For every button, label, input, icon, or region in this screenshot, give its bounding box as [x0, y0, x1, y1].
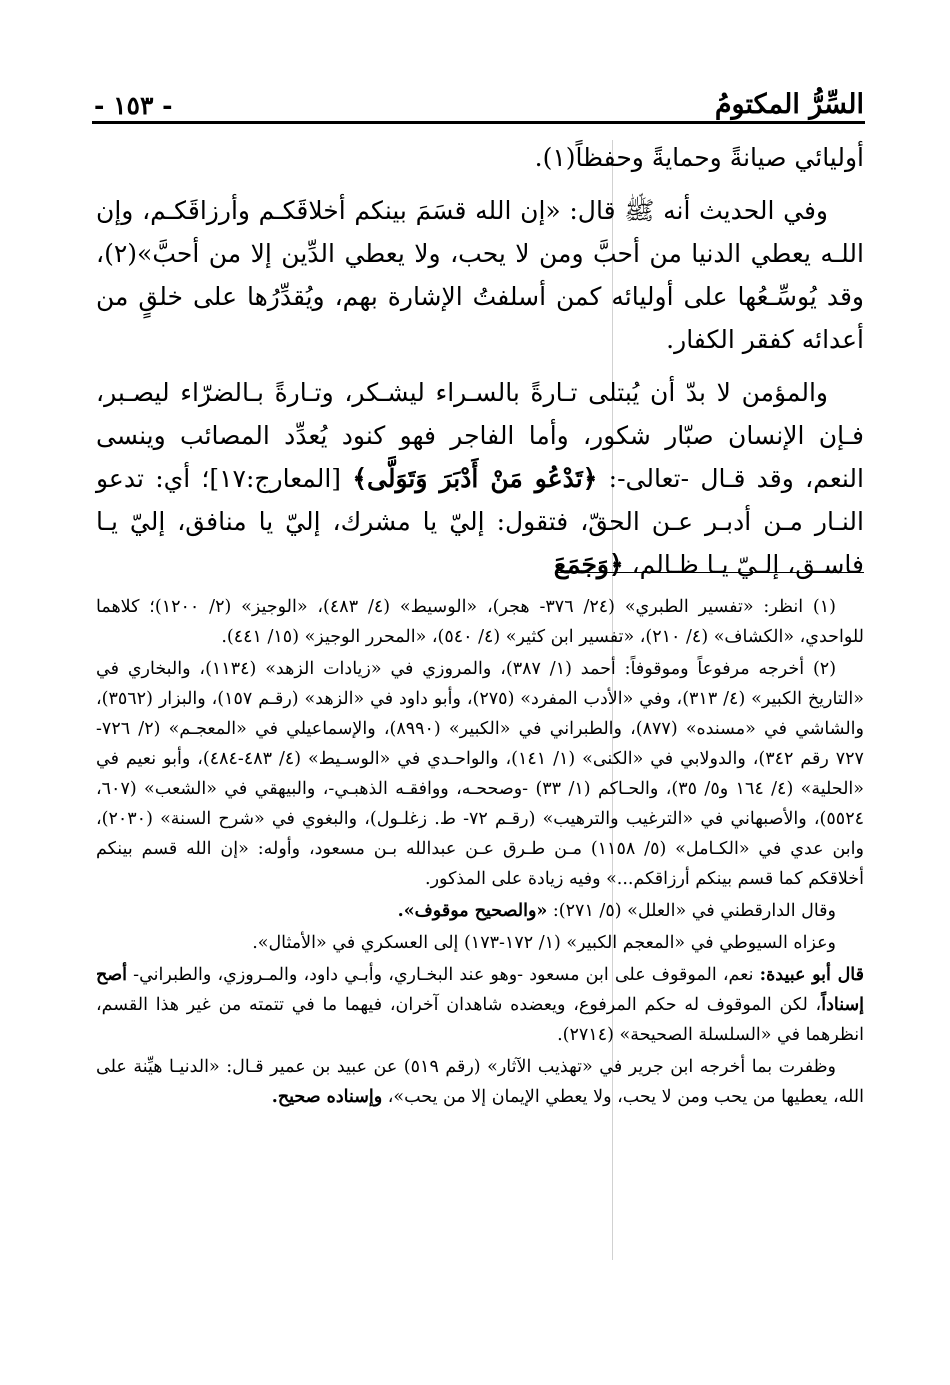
abu-ubaida-label: قال أبو عبيدة: [759, 965, 864, 985]
footnote-2-daraqutni [96, 896, 864, 926]
abu-ubaida-text-a: نعم، الموقوف على ابن مسعود -وهو عند البخـاري، وأبـي داود، والمـروزي، والطبراني- [127, 965, 760, 985]
header-rule [92, 121, 865, 124]
ibn-jarir-verdict: وإسناده صحيح. [271, 1087, 383, 1107]
running-title: السِّرُّ المكتومُ [714, 89, 864, 120]
footnote-2: (٢) أخرجه مرفوعاً وموقوفاً: أحمد (١/ ٣٨٧)، والمروزي في «زيادات الزهد» (١١٣٤)، والبخاري في «التاريخ الكبير» (٤/ ٣١٣)، وفي «الأدب المفرد» (٢٧٥)، وأبو داود في «الزهد» (رقـم ١٥٧)، والبزار (٣٥٦٢)، والشاشي في «مسنده» (٨٧٧)، والطبراني في «الكبير» (٨٩٩٠)، والإسماعيلي في «المعجـم» (٢/ ٧٢٦- ٧٢٧ رقم ٣٤٢)، والدولابي في «الكنى» (١/ ١٤١)، والواحـدي في «الوسـيط» (٤/ ٤٨٣-٤٨٤)، وأبو نعيم في «الحلية» (٤/ ١٦٤ و٥/ ٣٥)، والحـاكم (١/ ٣٣) -وصححـه، ووافقـه الذهبـي-، والبيهقي في «الشعب» (٦٠٧، ٥٥٢٤)، والأصبهاني في «الترغيب والترهيب» (رقـم ٧٢- ط. زغلـول)، والبغوي في «شرح السنة» (٢٠٣٠)، وابن عدي في «الكـامل» (٥/ ١١٥٨) مـن طـرق عـن عبدالله بـن مسعود، وأوله: «إن الله قسم بينكم أخلاقكم كما قسم بينكم أرزاقكم...» وفيه زيادة على المذكور. [96, 659, 864, 889]
footnote-1: (١) انظر: «تفسير الطبري» (٢٤/ ٣٧٦- هجر)، «الوسيط» (٤/ ٤٨٣)، «الوجيز» (٢/ ١٢٠٠)؛ كلاهما للواحدي، «الكشاف» (٤/ ٢١٠)، «تفسير ابن كثير» (٤/ ٥٤٠)، «المحرر الوجيز» (١٥/ ٤٤١). [96, 597, 864, 647]
ibn-jarir-text: وظفرت بما أخرجه ابن جرير في «تهذيب الآثار» (رقم ٥١٩) عن عبيد بن عمير قـال: «الدنيـا هيِّنة على الله، يعطيها من يحب ومن لا يحب، ولا يعطي الإيمان إلا من يحب»، [96, 1057, 864, 1107]
quran-verse-continued: ﴿وَجَمَعَ [553, 550, 624, 579]
paragraph-3-text-a: والمؤمن لا بدّ أن يُبتلى تـارةً بالسـراء ليشـكر، وتـارةً بـالضرّاء ليصـبر، فـإن الإنسان صبّار شكور، وأما الفاجر فهو كنود يُعدِّد المصائب وينسى النعم، وقد قـال -تعالى-: [96, 378, 864, 493]
footnote-separator [556, 572, 864, 573]
paragraph-2: وفي الحديث أنه ﷺ قال: «إن الله قسَمَ بينكم أخلاقَكـم وأرزاقَكـم، وإن اللـه يعطي الدنيا من أحبَّ ومن لا يحب، ولا يعطي الدِّين إلا من أحبَّ»(٢)، وقد يُوسِّـعُها على أوليائه كمن أسلفتُ الإشارة بهم، ويُقدِّرُها على خلقٍ من أعدائه كفقر الكفار. [96, 196, 864, 354]
main-text [96, 136, 864, 586]
paragraph-3-text-b: [المعارج:١٧]؛ أي: تدعو النـار مـن أدبـر عـن الحقّ، فتقول: إليّ يا مشرك، إليّ يا منافق، إليّ يـا فاسـق، إلـيّ يـا ظـالم، [96, 464, 864, 579]
page-header [94, 78, 864, 118]
abu-ubaida-text-b: ، لكن الموقوف له حكم المرفوع، ويعضده شاهدان آخران، فيهما ما في تتمته من غير هذا القسم، انظرهما في «السلسلة الصحيحة» (٢٧١٤). [96, 995, 864, 1045]
page-number: - ١٥٣ - [94, 91, 173, 120]
paragraph-1: أوليائي صيانةً وحمايةً وحفظاً(١). [534, 143, 864, 172]
daraqutni-text: وقال الدارقطني في «العلل» (٥/ ٢٧١): [547, 901, 836, 921]
footnotes [96, 592, 864, 1114]
paragraph-3 [96, 371, 864, 586]
daraqutni-verdict: «والصحيح موقوف». [397, 901, 548, 921]
footnote-2-suyuti: وعزاه السيوطي في «المعجم الكبير» (١/ ١٧٢-١٧٣) إلى العسكري في «الأمثال». [252, 933, 836, 953]
quran-verse: ﴿تَدْعُو مَنْ أَدْبَرَ وَتَوَلَّى﴾ [352, 464, 598, 493]
abu-ubaida-verdict: أصح إسناداً [96, 965, 864, 1015]
footnote-2-ibn-jarir [96, 1052, 864, 1112]
footnote-2-abu-ubaida [96, 960, 864, 1050]
